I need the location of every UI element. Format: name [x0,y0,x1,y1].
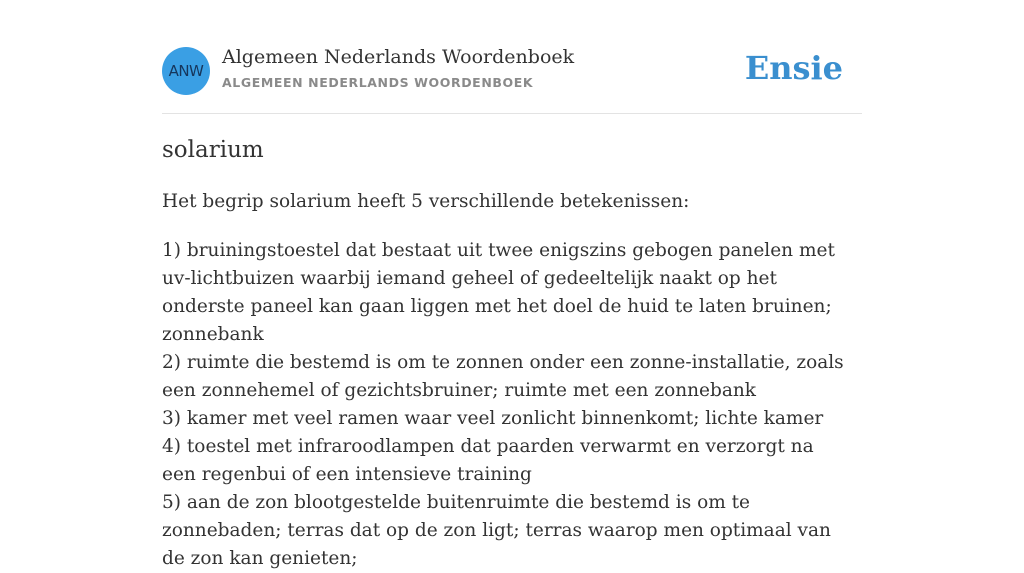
site-header [162,47,862,95]
sense-item: 5) aan de zon blootgestelde buitenruimte die bestemd is om te zonnebaden; terras dat op de zon ligt; terras waarop men optimaal van de zon kan genieten; [162,492,831,569]
site-subtitle: ALGEMEEN NEDERLANDS WOORDENBOEK [222,75,534,90]
sense-item: 3) kamer met veel ramen waar veel zonlicht binnenkomt; lichte kamer [162,408,824,429]
sense-item: 1) bruiningstoestel dat bestaat uit twee enigszins gebogen panelen met uv-lichtbuizen waarbij iemand geheel of gedeeltelijk naakt op het onderste paneel kan gaan liggen met het doel de huid te laten bruinen; zonnebank [162,240,835,345]
entry-intro: Het begrip solarium heeft 5 verschillende betekenissen: [162,191,690,212]
sense-item: 4) toestel met infraroodlampen dat paarden verwarmt en verzorgt na een regenbui of een intensieve training [162,436,814,485]
entry-headword: solarium [162,137,264,163]
ensie-brand-link[interactable]: Ensie [744,49,843,87]
site-title[interactable]: Algemeen Nederlands Woordenboek [222,46,575,68]
anw-logo[interactable]: ANW [162,47,210,95]
sense-list [162,237,852,573]
sense-item: 2) ruimte die bestemd is om te zonnen onder een zonne-installatie, zoals een zonnehemel of gezichtsbruiner; ruimte met een zonnebank [162,352,844,401]
header-divider [162,113,862,114]
